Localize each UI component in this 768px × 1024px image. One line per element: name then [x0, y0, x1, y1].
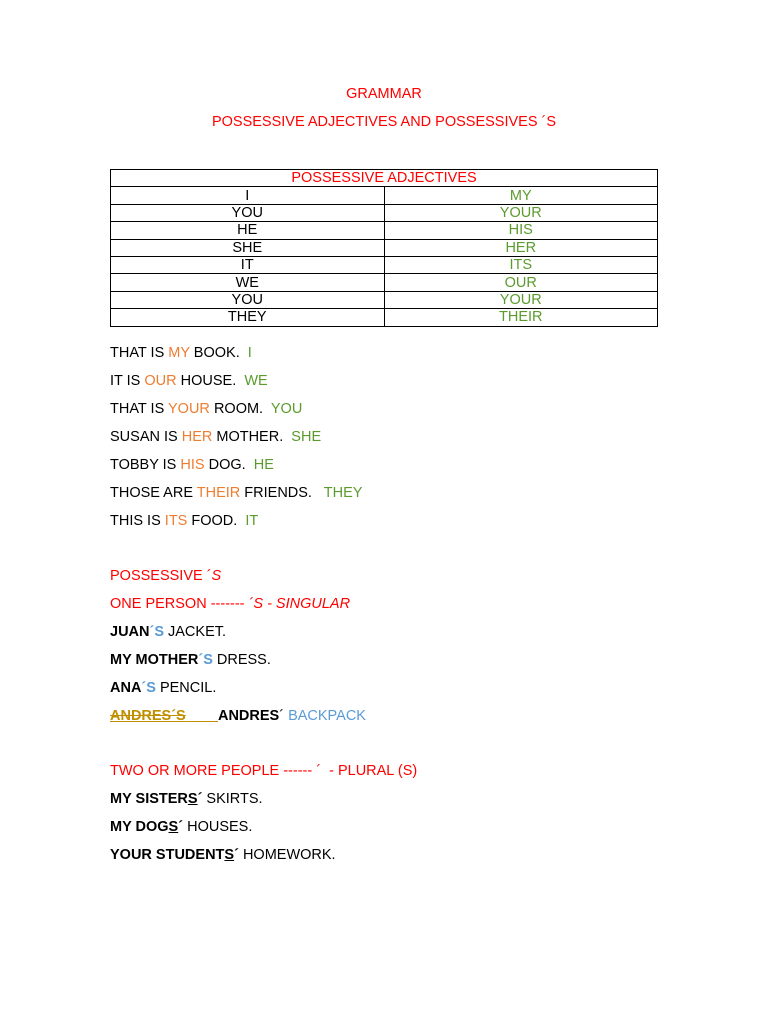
example-sentence [110, 485, 362, 501]
rule-italic-text: ´S - SINGULAR [248, 596, 351, 612]
table-row [111, 256, 658, 273]
pronoun-cell: SHE [111, 239, 385, 256]
section-heading-s: S [211, 568, 222, 584]
subject-pronoun: YOU [270, 401, 303, 417]
pronoun-cell: I [111, 187, 385, 204]
sentence-text: TOBBY IS [110, 457, 181, 473]
example-sentence [110, 401, 302, 417]
sentence-text: ROOM. [209, 401, 271, 417]
pronoun-cell: YOU [111, 291, 385, 308]
apostrophe-s: ´S [149, 624, 164, 640]
example-sentence [110, 345, 252, 361]
page-subtitle: POSSESSIVE ADJECTIVES AND POSSESSIVES ´S [211, 114, 557, 130]
possessive-adjective: THEIR [196, 485, 241, 501]
subject-pronoun: WE [244, 373, 268, 389]
owner-text: ANA [110, 680, 142, 696]
example-sentence [110, 457, 274, 473]
sentence-text: MOTHER. [212, 429, 292, 445]
plural-s: S [187, 791, 198, 807]
possessive-adjectives-table [110, 169, 658, 327]
pronoun-cell: WE [111, 274, 385, 291]
example-sentence [110, 429, 321, 445]
plural-example [110, 819, 252, 835]
sentence-text: FOOD. [187, 513, 246, 529]
singular-example [110, 652, 271, 668]
adjective-cell: HIS [384, 222, 658, 239]
owner-text: MY SISTER [110, 791, 188, 807]
table-row [111, 187, 658, 204]
object-text: JACKET. [163, 624, 227, 640]
possessive-adjective: MY [168, 345, 190, 361]
apostrophe: ´ [197, 791, 203, 807]
singular-example [110, 680, 216, 696]
apostrophe: ´ [234, 847, 239, 863]
possessive-adjective: OUR [144, 373, 177, 389]
page-title: GRAMMAR [346, 86, 422, 102]
owner-text: JUAN [110, 624, 150, 640]
subject-pronoun: I [247, 345, 252, 361]
incorrect-form: ANDRES´S [110, 708, 186, 724]
pronoun-cell: IT [111, 256, 385, 273]
apostrophe: ´ [279, 708, 285, 724]
subject-pronoun: THEY [323, 485, 363, 501]
section-heading [110, 568, 221, 584]
subject-pronoun: SHE [291, 429, 322, 445]
table-row [111, 291, 658, 308]
sentence-text: THOSE ARE [110, 485, 197, 501]
sentence-text: THAT IS [110, 401, 169, 417]
object-text: PENCIL. [155, 680, 217, 696]
adjective-cell: HER [384, 239, 658, 256]
object-text: SKIRTS. [202, 791, 263, 807]
table-row [111, 204, 658, 221]
adjective-cell: YOUR [384, 291, 658, 308]
object-text: HOUSES. [183, 819, 253, 835]
possessive-adjective: HIS [180, 457, 205, 473]
sentence-text: DOG. [204, 457, 254, 473]
owner-text: MY DOG [110, 819, 169, 835]
table-row [111, 239, 658, 256]
table-row [111, 309, 658, 326]
underline-gap [186, 708, 218, 724]
singular-example [110, 624, 226, 640]
plural-example [110, 791, 263, 807]
sentence-text: FRIENDS. [240, 485, 324, 501]
sentence-text: SUSAN IS [110, 429, 182, 445]
plural-example [110, 847, 336, 863]
owner-text: ANDRES [217, 708, 280, 724]
section-heading-text: POSSESSIVE ´ [110, 568, 212, 584]
rule-text: ONE PERSON ------- [110, 596, 249, 612]
owner-text: YOUR STUDENT [110, 847, 225, 863]
plural-s: S [224, 847, 235, 863]
possessive-adjective: HER [181, 429, 213, 445]
adjective-cell: OUR [384, 274, 658, 291]
apostrophe-s: ´S [141, 680, 156, 696]
table-header: POSSESSIVE ADJECTIVES [111, 170, 658, 187]
pronoun-cell: HE [111, 222, 385, 239]
owner-text: MY MOTHER [110, 652, 199, 668]
andres-example [110, 708, 366, 724]
possessive-adjective: YOUR [168, 401, 210, 417]
adjective-cell: YOUR [384, 204, 658, 221]
subject-pronoun: IT [245, 513, 259, 529]
table-header-row [111, 170, 658, 187]
sentence-text: HOUSE. [176, 373, 245, 389]
object-text: HOMEWORK. [238, 847, 336, 863]
rule-plural: TWO OR MORE PEOPLE ------ ´ - PLURAL (S) [110, 763, 418, 779]
apostrophe: ´ [178, 819, 184, 835]
sentence-text: IT IS [110, 373, 145, 389]
adjective-cell: ITS [384, 256, 658, 273]
example-sentence [110, 373, 268, 389]
pronoun-cell: YOU [111, 204, 385, 221]
plural-s: S [168, 819, 179, 835]
subject-pronoun: HE [253, 457, 274, 473]
sentence-text: THIS IS [110, 513, 165, 529]
sentence-text: BOOK. [189, 345, 248, 361]
adjective-cell: THEIR [384, 309, 658, 326]
possessive-adjective: ITS [164, 513, 188, 529]
apostrophe-s: ´S [198, 652, 213, 668]
object-text: BACKPACK [284, 708, 366, 724]
sentence-text: THAT IS [110, 345, 169, 361]
example-sentence [110, 513, 258, 529]
adjective-cell: MY [384, 187, 658, 204]
table-row [111, 274, 658, 291]
table-row [111, 222, 658, 239]
object-text: DRESS. [212, 652, 271, 668]
pronoun-cell: THEY [111, 309, 385, 326]
rule-singular [110, 596, 350, 612]
